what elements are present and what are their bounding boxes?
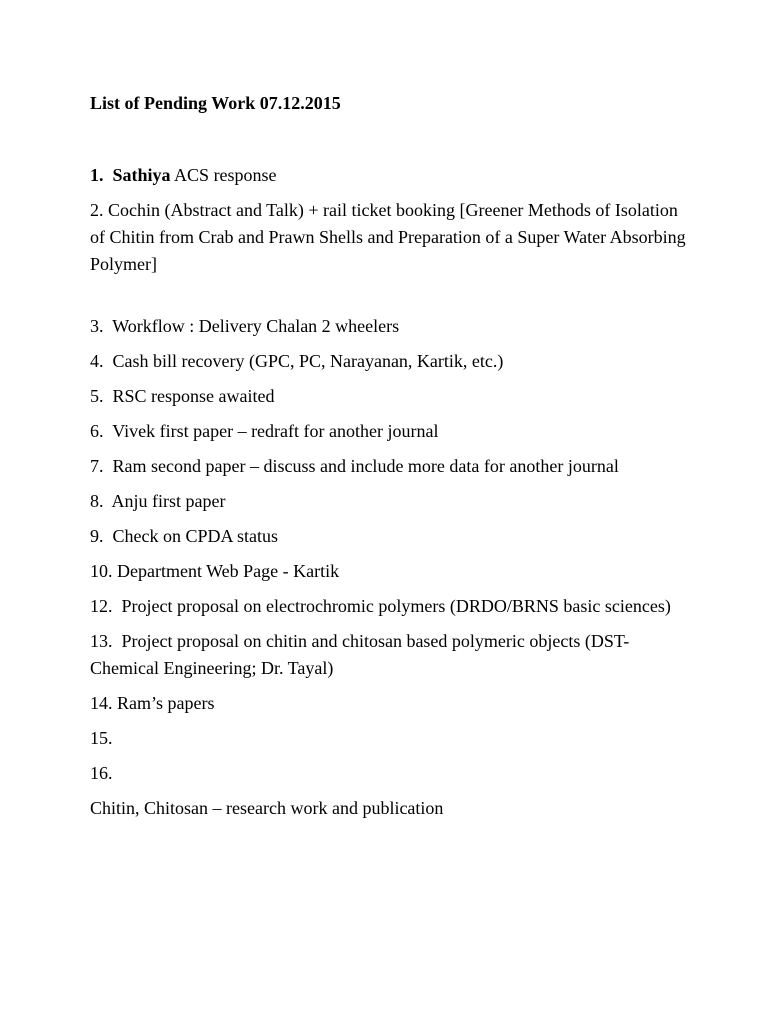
item-text: Cash bill recovery (GPC, PC, Narayanan, Kartik, etc.) bbox=[112, 351, 504, 371]
item-text: Ram second paper – discuss and include more data for another journal bbox=[112, 456, 619, 476]
item-text: Workflow : Delivery Chalan 2 wheelers bbox=[112, 316, 400, 336]
list-item-3 bbox=[90, 313, 690, 340]
item-text: Cochin (Abstract and Talk) + rail ticket booking [Greener Methods of Isolation of Chitin from Crab and Prawn Shells and Preparation of a Super Water Absorbing Polymer] bbox=[90, 200, 686, 274]
item-number: 2. bbox=[90, 200, 104, 220]
list-item-2 bbox=[90, 197, 690, 278]
item-text: Department Web Page - Kartik bbox=[117, 561, 340, 581]
item-number: 4. bbox=[90, 351, 104, 371]
item-text: Anju first paper bbox=[111, 491, 226, 511]
page-title: List of Pending Work 07.12.2015 bbox=[90, 93, 341, 113]
item-number: 10. bbox=[90, 561, 113, 581]
item-number: 16. bbox=[90, 763, 113, 783]
footer-note: Chitin, Chitosan – research work and publication bbox=[90, 798, 444, 818]
item-number: 1. bbox=[90, 165, 104, 185]
item-number: 14. bbox=[90, 693, 113, 713]
item-number: 12. bbox=[90, 596, 113, 616]
list-item-8 bbox=[90, 488, 690, 515]
item-number: 3. bbox=[90, 316, 104, 336]
list-item-15 bbox=[90, 725, 690, 752]
item-text: Check on CPDA status bbox=[112, 526, 279, 546]
list-item-6 bbox=[90, 418, 690, 445]
item-number: 9. bbox=[90, 526, 104, 546]
item-number: 6. bbox=[90, 421, 104, 441]
document-content bbox=[90, 90, 690, 830]
list-item-14 bbox=[90, 690, 690, 717]
item-number: 5. bbox=[90, 386, 104, 406]
list-item-1 bbox=[90, 162, 690, 189]
item-text: Ram’s papers bbox=[117, 693, 215, 713]
item-name: Sathiya bbox=[112, 165, 171, 185]
list-item-12 bbox=[90, 593, 690, 620]
list-item-7 bbox=[90, 453, 690, 480]
item-text: Project proposal on electrochromic polymers (DRDO/BRNS basic sciences) bbox=[121, 596, 671, 616]
list-item-5 bbox=[90, 383, 690, 410]
list-item-9 bbox=[90, 523, 690, 550]
item-number: 15. bbox=[90, 728, 113, 748]
item-text: Project proposal on chitin and chitosan based polymeric objects (DST- Chemical Engineering; Dr. Tayal) bbox=[90, 631, 630, 678]
list-item-10 bbox=[90, 558, 690, 585]
list-item-13 bbox=[90, 628, 690, 682]
item-text: RSC response awaited bbox=[112, 386, 275, 406]
item-number: 7. bbox=[90, 456, 104, 476]
item-number: 8. bbox=[90, 491, 104, 511]
list-item-16 bbox=[90, 760, 690, 787]
item-number: 13. bbox=[90, 631, 113, 651]
item-text: Vivek first paper – redraft for another journal bbox=[112, 421, 439, 441]
list-item-4 bbox=[90, 348, 690, 375]
item-text: ACS response bbox=[174, 165, 277, 185]
